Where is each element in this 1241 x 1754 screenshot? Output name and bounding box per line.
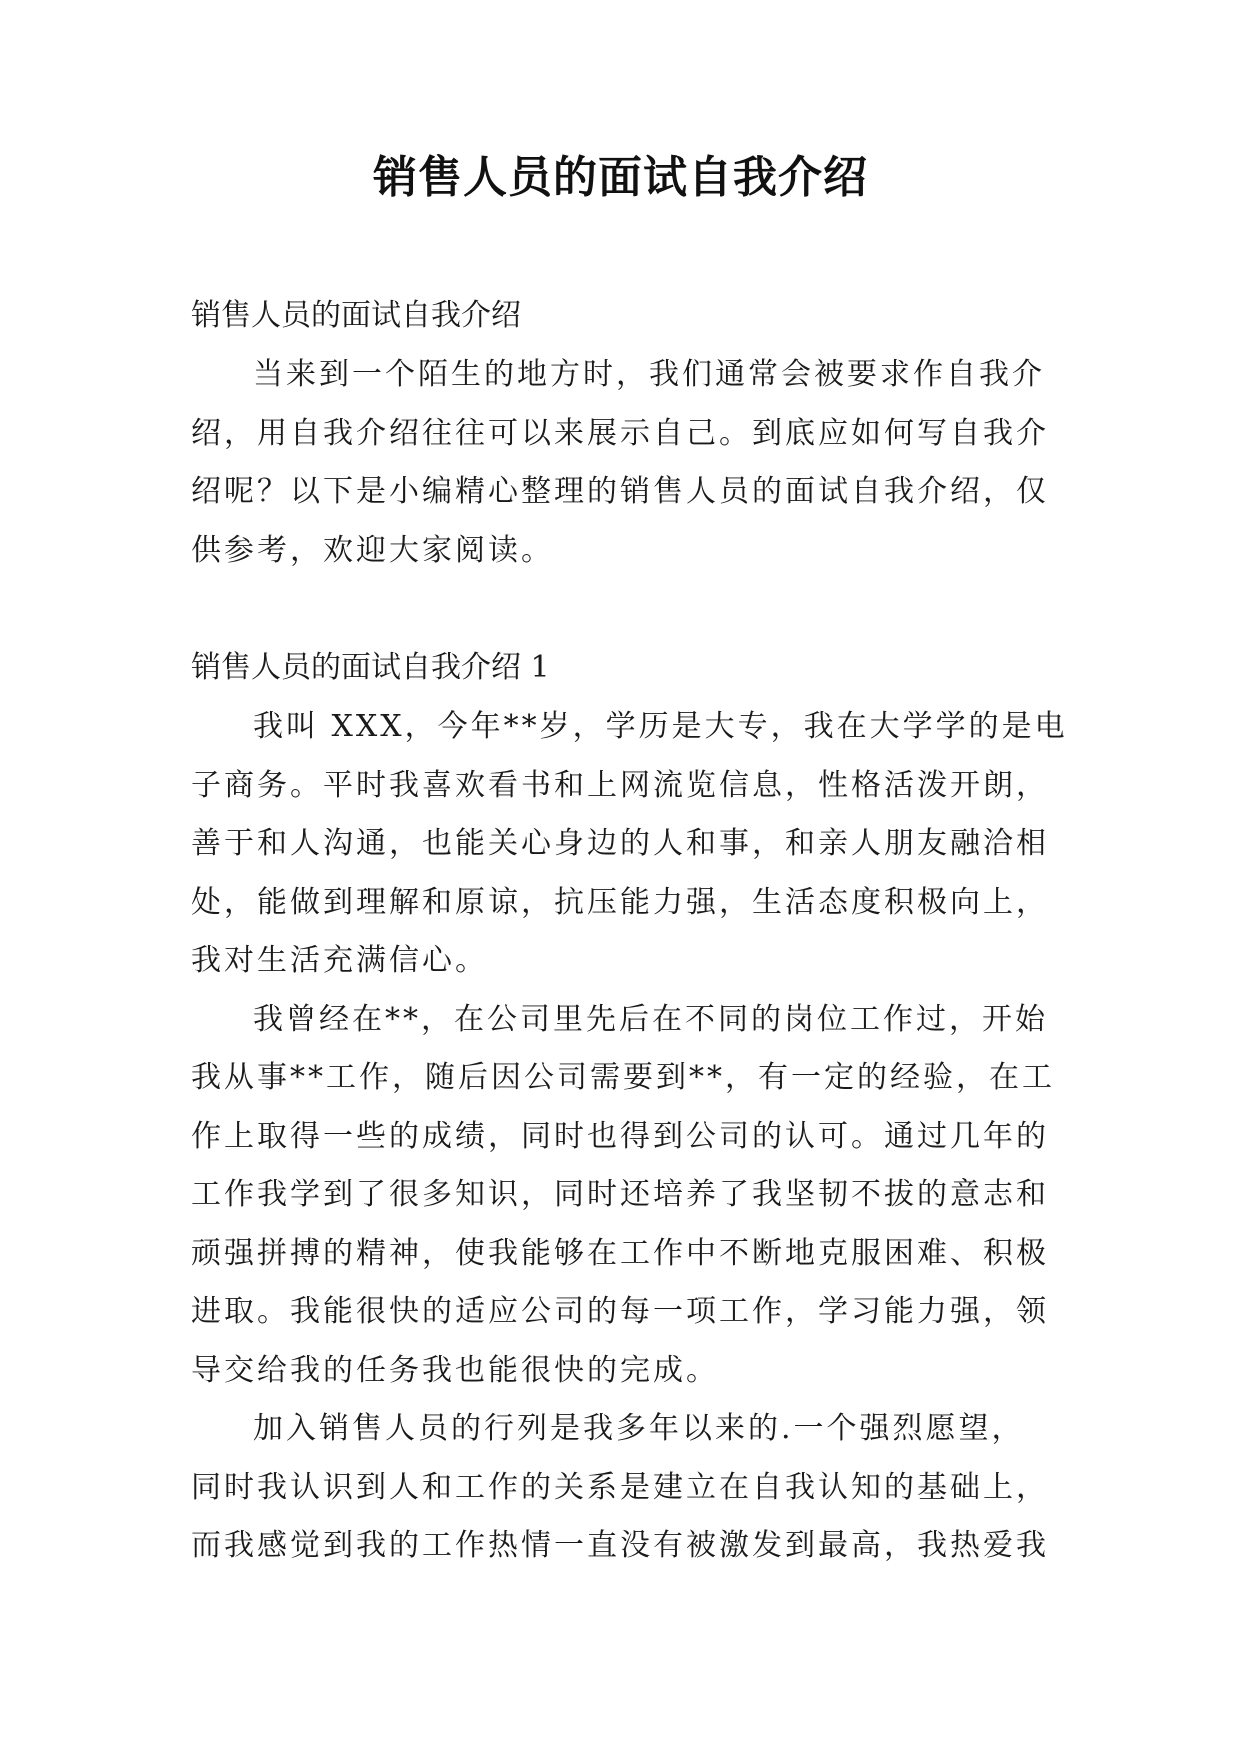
paragraph-3 <box>191 1400 1061 1576</box>
section-heading: 销售人员的面试自我介绍 1 <box>191 650 550 685</box>
paragraph-line: 作上取得一些的成绩，同时也得到公司的认可。通过几年的 <box>191 1118 1049 1154</box>
intro-line: 绍，用自我介绍往往可以来展示自己。到底应如何写自我介 <box>191 415 1049 451</box>
intro-line: 当来到一个陌生的地方时，我们通常会被要求作自我介 <box>253 357 1045 392</box>
paragraph-line: 加入销售人员的行列是我多年以来的.一个强烈愿望， <box>253 1411 1025 1446</box>
intro-line: 绍呢？以下是小编精心整理的销售人员的面试自我介绍，仅 <box>191 474 1049 509</box>
paragraph-line: 导交给我的任务我也能很快的完成。 <box>191 1352 719 1388</box>
paragraph-line: 子商务。平时我喜欢看书和上网流览信息，性格活泼开朗， <box>191 767 1049 803</box>
paragraph-line: 同时我认识到人和工作的关系是建立在自我认知的基础上， <box>191 1469 1049 1505</box>
paragraph-line: 我叫 XXX，今年**岁，学历是大专，我在大学学的是电 <box>253 709 1068 744</box>
section-spacer <box>191 580 1061 638</box>
paragraph-line: 工作我学到了很多知识，同时还培养了我坚韧不拔的意志和 <box>191 1177 1049 1212</box>
intro-heading: 销售人员的面试自我介绍 <box>191 298 521 333</box>
paragraph-line: 善于和人沟通，也能关心身边的人和事，和亲人朋友融洽相 <box>191 826 1049 861</box>
intro-paragraph <box>191 346 1061 580</box>
intro-line: 供参考，欢迎大家阅读。 <box>191 532 554 568</box>
paragraph-line: 顽强拼搏的精神，使我能够在工作中不断地克服困难、积极 <box>191 1235 1049 1271</box>
document-title: 销售人员的面试自我介绍 <box>373 152 868 203</box>
paragraph-line: 我曾经在**，在公司里先后在不同的岗位工作过，开始 <box>253 1001 1048 1037</box>
document-body <box>191 286 1068 1576</box>
paragraph-line: 进取。我能很快的适应公司的每一项工作，学习能力强，领 <box>191 1294 1049 1329</box>
paragraph-line: 而我感觉到我的工作热情一直没有被激发到最高，我热爱我 <box>191 1528 1049 1563</box>
paragraph-line: 我从事**工作，随后因公司需要到**，有一定的经验，在工 <box>191 1060 1055 1095</box>
paragraph-1 <box>191 698 1068 991</box>
paragraph-line: 我对生活充满信心。 <box>191 943 488 978</box>
paragraph-2 <box>191 991 1061 1401</box>
paragraph-line: 处，能做到理解和原谅，抗压能力强，生活态度积极向上， <box>191 884 1049 920</box>
